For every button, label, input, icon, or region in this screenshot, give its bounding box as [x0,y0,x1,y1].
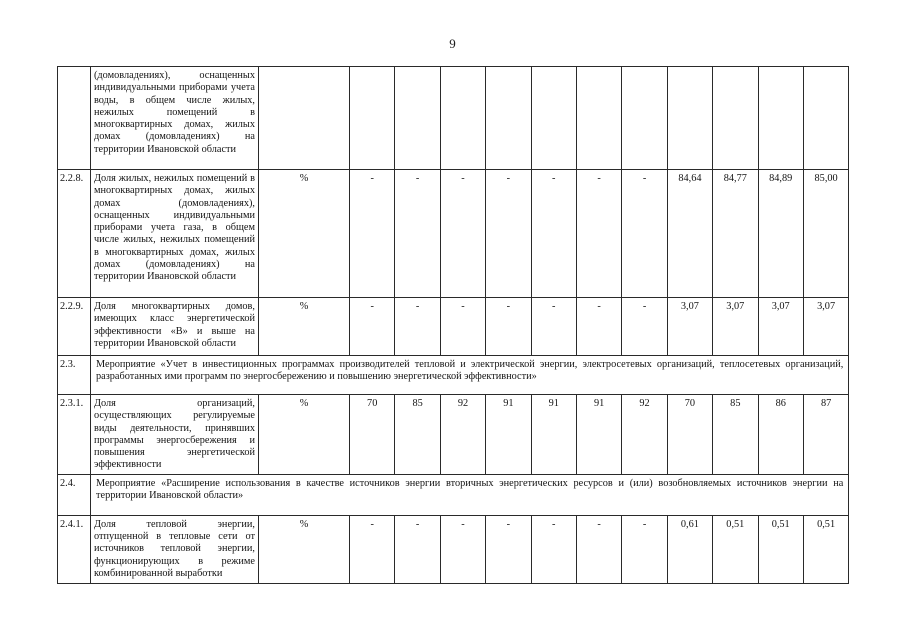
value-cell [576,67,621,170]
value-cell [803,67,848,170]
row-number-cell: 2.3. [58,356,91,395]
value-cell: 92 [440,395,485,475]
value-cell: 86 [758,395,803,475]
value-cell [531,67,576,170]
value-cell: 84,64 [667,170,712,298]
value-cell: - [350,515,395,583]
indicators-table [57,66,849,584]
unit-cell: % [259,170,350,298]
value-cell: 92 [622,395,667,475]
indicator-name-cell: Доля многоквартирных домов, имеющих класс энергетической эффективности «В» и выше на территории Ивановской области [91,298,259,356]
value-cell: - [395,298,440,356]
value-cell [350,67,395,170]
value-cell: 91 [486,395,531,475]
table-row [58,170,849,298]
value-cell: - [350,298,395,356]
value-cell: - [622,170,667,298]
table-row [58,395,849,475]
value-cell [440,67,485,170]
value-cell: - [440,298,485,356]
value-cell: - [486,170,531,298]
value-cell [395,67,440,170]
indicator-name-cell: Доля жилых, нежилых помещений в многоквартирных домах, жилых домах (домовладениях), оснащенных индивидуальными приборами учета газа, в общем числе жилых, нежилых помещений в многоквартирных домах, жилых домах (домовладениях) на территории Ивановской области [91,170,259,298]
value-cell: - [531,170,576,298]
value-cell: 0,51 [803,515,848,583]
value-cell [713,67,758,170]
value-cell: 0,61 [667,515,712,583]
value-cell: - [350,170,395,298]
value-cell: 87 [803,395,848,475]
value-cell: - [395,170,440,298]
row-number-cell: 2.2.8. [58,170,91,298]
value-cell: 85,00 [803,170,848,298]
section-row [58,474,849,515]
value-cell: 3,07 [803,298,848,356]
value-cell: - [531,298,576,356]
value-cell: - [486,515,531,583]
value-cell: 3,07 [667,298,712,356]
indicator-name-cell: (домовладениях), оснащенных индивидуальными приборами учета воды, в общем числе жилых, нежилых помещений в многоквартирных домах, жилых домах (домовладениях) на территории Ивановской области [91,67,259,170]
value-cell: - [395,515,440,583]
value-cell: - [440,515,485,583]
value-cell: 91 [531,395,576,475]
unit-cell [259,67,350,170]
row-number-cell: 2.4.1. [58,515,91,583]
value-cell: - [576,298,621,356]
row-number-cell [58,67,91,170]
value-cell: 84,89 [758,170,803,298]
value-cell: - [440,170,485,298]
value-cell [622,67,667,170]
indicator-name-cell: Доля тепловой энергии, отпущенной в тепловые сети от источников тепловой энергии, функционирующих в режиме комбинированной выработки [91,515,259,583]
value-cell: - [622,298,667,356]
indicator-name-cell: Доля организаций, осуществляющих регулируемые виды деятельности, принявших программы энергосбережения и повышения энергетической эффективности [91,395,259,475]
value-cell: - [486,298,531,356]
value-cell [667,67,712,170]
row-number-cell: 2.4. [58,474,91,515]
value-cell [758,67,803,170]
unit-cell: % [259,515,350,583]
page-number: 9 [449,36,456,51]
unit-cell: % [259,395,350,475]
section-title-cell: Мероприятие «Расширение использования в качестве источников энергии вторичных энергетических ресурсов и (или) возобновляемых источников энергии на территории Ивановской области» [91,474,849,515]
value-cell: - [576,515,621,583]
section-title-cell: Мероприятие «Учет в инвестиционных программах производителей тепловой и электрической энергии, электросетевых организаций, теплосетевых организаций, разработанных ими программ по энергосбережению и повышению энергетической эффективности» [91,356,849,395]
value-cell: 84,77 [713,170,758,298]
section-row [58,356,849,395]
value-cell: 91 [576,395,621,475]
value-cell: 85 [395,395,440,475]
value-cell: 70 [350,395,395,475]
value-cell: 85 [713,395,758,475]
row-number-cell: 2.2.9. [58,298,91,356]
value-cell [486,67,531,170]
table-row [58,67,849,170]
value-cell: 3,07 [758,298,803,356]
value-cell: 0,51 [758,515,803,583]
table-row [58,298,849,356]
table-row [58,515,849,583]
value-cell: - [622,515,667,583]
value-cell: 3,07 [713,298,758,356]
value-cell: - [576,170,621,298]
value-cell: 70 [667,395,712,475]
unit-cell: % [259,298,350,356]
row-number-cell: 2.3.1. [58,395,91,475]
value-cell: 0,51 [713,515,758,583]
indicators-table-body [58,67,849,584]
value-cell: - [531,515,576,583]
